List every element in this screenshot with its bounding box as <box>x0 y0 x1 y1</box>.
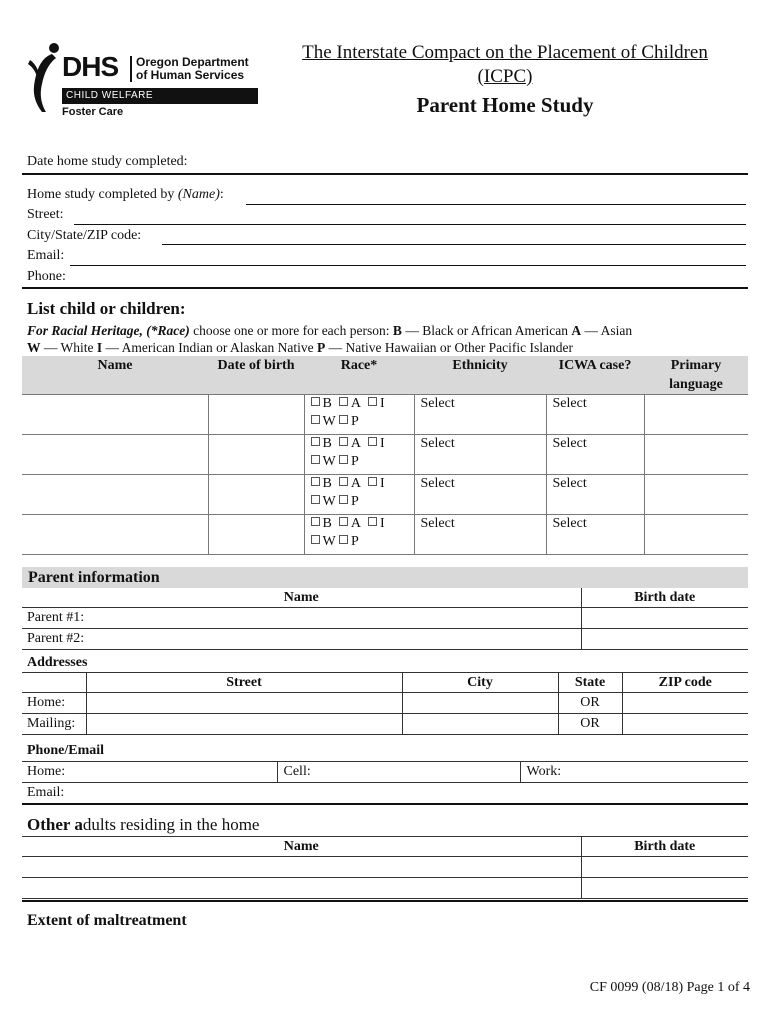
icwa-select[interactable]: Select <box>546 435 644 475</box>
checkbox[interactable] <box>339 415 348 424</box>
child-dob-cell[interactable] <box>208 515 304 555</box>
adult-birth-cell[interactable] <box>581 857 748 878</box>
cell-phone-field[interactable]: Cell: <box>277 762 520 783</box>
col-language-header: Primary language <box>644 356 748 395</box>
address-state-header: State <box>558 673 622 693</box>
race-option-label: I <box>379 476 385 491</box>
race-code-w: W <box>27 340 41 355</box>
race-option-label: P <box>350 454 359 469</box>
race-instructions <box>27 322 747 356</box>
street-field[interactable] <box>74 224 746 225</box>
parent-table <box>22 588 748 650</box>
race-option-label: I <box>379 396 385 411</box>
mailing-zip-cell[interactable] <box>622 714 748 735</box>
checkbox[interactable] <box>311 415 320 424</box>
checkbox[interactable] <box>311 455 320 464</box>
phone-email-heading: Phone/Email <box>27 743 105 758</box>
other-adults-heading <box>27 815 259 835</box>
maltreatment-heading: Extent of maltreatment <box>27 912 187 929</box>
home-city-cell[interactable] <box>402 693 558 714</box>
race-note-text: choose one or more for each person: <box>189 323 393 338</box>
race-option-label: A <box>350 436 361 451</box>
checkbox[interactable] <box>311 535 320 544</box>
title-line2: (ICPC) <box>477 66 533 87</box>
checkbox[interactable] <box>339 495 348 504</box>
children-table <box>22 356 748 555</box>
ethnicity-select[interactable]: Select <box>414 395 546 435</box>
parent-name-header: Name <box>22 588 581 608</box>
completed-by-label <box>27 187 224 203</box>
language-cell[interactable] <box>644 395 748 435</box>
race-desc-a: — Asian <box>581 323 633 338</box>
mailing-city-cell[interactable] <box>402 714 558 735</box>
checkbox[interactable] <box>311 517 320 526</box>
child-dob-cell[interactable] <box>208 435 304 475</box>
parent-birth-header: Birth date <box>581 588 748 608</box>
table-row <box>22 714 748 735</box>
table-row <box>22 783 748 804</box>
icwa-select[interactable]: Select <box>546 515 644 555</box>
table-row <box>22 515 748 555</box>
addresses-heading: Addresses <box>27 655 88 670</box>
completed-by-text: Home study completed by <box>27 187 178 202</box>
other-adults-header-row <box>22 837 748 857</box>
form-footer: CF 0099 (08/18) Page 1 of 4 <box>589 980 750 995</box>
race-desc-b: — Black or African American <box>401 323 572 338</box>
checkbox[interactable] <box>339 437 348 446</box>
home-street-cell[interactable] <box>86 693 402 714</box>
phone-label: Phone: <box>27 269 66 284</box>
home-phone-field[interactable]: Home: <box>22 762 277 783</box>
checkbox[interactable] <box>311 397 320 406</box>
city-state-zip-label: City/State/ZIP code: <box>27 228 142 243</box>
divider <box>22 173 748 175</box>
address-street-header: Street <box>86 673 402 693</box>
race-option-label: P <box>350 494 359 509</box>
race-option-label: W <box>322 494 336 509</box>
race-option-label: W <box>322 534 336 549</box>
icwa-select[interactable]: Select <box>546 395 644 435</box>
race-option-label: W <box>322 454 336 469</box>
adult-name-cell[interactable] <box>22 878 581 899</box>
ethnicity-select[interactable]: Select <box>414 475 546 515</box>
dhs-logo <box>28 42 258 122</box>
icwa-select[interactable]: Select <box>546 475 644 515</box>
logo-division: CHILD WELFARE <box>62 88 258 104</box>
race-option-label: A <box>350 516 361 531</box>
parent-header-row <box>22 588 748 608</box>
race-option-label: B <box>322 396 332 411</box>
home-state-cell[interactable]: OR <box>558 693 622 714</box>
checkbox[interactable] <box>339 477 348 486</box>
race-code-b: B <box>392 323 402 338</box>
other-adults-name-header: Name <box>22 837 581 857</box>
divider <box>22 900 748 902</box>
table-row <box>22 608 748 629</box>
parent-email-field[interactable]: Email: <box>22 783 748 804</box>
person-figure-icon <box>28 42 62 114</box>
race-code-a: A <box>571 323 582 338</box>
race-cell <box>304 395 414 435</box>
logo-org-line2: of Human Services <box>136 68 245 82</box>
children-heading: List child or children: <box>27 299 186 318</box>
adult-birth-cell[interactable] <box>581 878 748 899</box>
children-header-row <box>22 356 748 395</box>
completed-by-field[interactable] <box>246 204 746 205</box>
title-line1: The Interstate Compact on the Placement of Children <box>302 42 708 63</box>
checkbox[interactable] <box>368 397 377 406</box>
race-option-label: P <box>350 534 359 549</box>
language-cell[interactable] <box>644 475 748 515</box>
logo-program: Foster Care <box>62 106 124 118</box>
child-name-cell[interactable] <box>22 395 208 435</box>
mailing-street-cell[interactable] <box>86 714 402 735</box>
checkbox[interactable] <box>339 397 348 406</box>
parent2-birth-cell[interactable] <box>581 629 748 650</box>
race-desc-i: — American Indian or Alaskan Native <box>102 340 317 355</box>
other-adults-heading-rest: dults residing in the home <box>82 815 260 834</box>
logo-abbrev: DHS <box>62 51 119 82</box>
race-cell <box>304 475 414 515</box>
race-option-label: B <box>322 476 332 491</box>
phone-email-table <box>22 761 748 804</box>
child-name-cell[interactable] <box>22 475 208 515</box>
table-row <box>22 693 748 714</box>
other-adults-birth-header: Birth date <box>581 837 748 857</box>
table-row <box>22 857 748 878</box>
logo-divider <box>130 56 132 82</box>
home-zip-cell[interactable] <box>622 693 748 714</box>
logo-org-name <box>136 56 249 82</box>
mailing-state-cell[interactable]: OR <box>558 714 622 735</box>
child-dob-cell[interactable] <box>208 475 304 515</box>
title-main: Parent Home Study <box>416 93 594 117</box>
col-icwa-header: ICWA case? <box>546 356 644 395</box>
date-completed-label: Date home study completed: <box>27 154 188 169</box>
other-adults-table <box>22 836 748 899</box>
home-address-label: Home: <box>22 693 86 714</box>
table-row <box>22 878 748 899</box>
address-header-row <box>22 673 748 693</box>
checkbox[interactable] <box>311 477 320 486</box>
divider <box>22 803 748 805</box>
table-row <box>22 475 748 515</box>
race-cell <box>304 435 414 475</box>
col-ethnicity-header: Ethnicity <box>414 356 546 395</box>
race-note-italic: For Racial Heritage, (*Race) <box>27 323 190 338</box>
addresses-table <box>22 672 748 735</box>
race-option-label: B <box>322 436 332 451</box>
adult-name-cell[interactable] <box>22 857 581 878</box>
checkbox[interactable] <box>339 535 348 544</box>
logo-org-line1: Oregon Department <box>136 55 249 69</box>
race-code-i: I <box>96 340 103 355</box>
work-phone-field[interactable]: Work: <box>520 762 748 783</box>
race-desc-w: — White <box>40 340 97 355</box>
race-option-label: W <box>322 414 336 429</box>
parent-info-heading: Parent information <box>22 567 748 588</box>
child-dob-cell[interactable] <box>208 395 304 435</box>
completed-by-colon: : <box>219 187 224 202</box>
form-title <box>270 41 740 117</box>
language-cell[interactable] <box>644 515 748 555</box>
table-row <box>22 629 748 650</box>
address-city-header: City <box>402 673 558 693</box>
race-cell <box>304 515 414 555</box>
ethnicity-select[interactable]: Select <box>414 515 546 555</box>
ethnicity-select[interactable]: Select <box>414 435 546 475</box>
language-cell[interactable] <box>644 435 748 475</box>
address-blank-header <box>22 673 86 693</box>
race-option-label: A <box>350 396 361 411</box>
race-option-label: B <box>322 516 332 531</box>
col-dob-header: Date of birth <box>208 356 304 395</box>
city-state-zip-field[interactable] <box>162 244 746 245</box>
checkbox[interactable] <box>368 517 377 526</box>
email-field[interactable] <box>70 265 746 266</box>
race-option-label: A <box>350 476 361 491</box>
table-row <box>22 435 748 475</box>
email-label: Email: <box>27 248 65 263</box>
street-label: Street: <box>27 207 64 222</box>
race-code-p: P <box>316 340 326 355</box>
child-name-cell[interactable] <box>22 435 208 475</box>
col-race-header: Race* <box>304 356 414 395</box>
child-name-cell[interactable] <box>22 515 208 555</box>
mailing-address-label: Mailing: <box>22 714 86 735</box>
address-zip-header: ZIP code <box>622 673 748 693</box>
col-name-header: Name <box>22 356 208 395</box>
checkbox[interactable] <box>368 477 377 486</box>
checkbox[interactable] <box>339 517 348 526</box>
race-option-label: I <box>379 436 385 451</box>
race-option-label: I <box>379 516 385 531</box>
parent1-label: Parent #1: <box>22 608 581 629</box>
completed-by-name-hint: (Name) <box>177 187 220 202</box>
race-desc-p: — Native Hawaiian or Other Pacific Islander <box>325 340 573 355</box>
divider <box>22 287 748 289</box>
checkbox[interactable] <box>311 437 320 446</box>
checkbox[interactable] <box>311 495 320 504</box>
table-row <box>22 395 748 435</box>
checkbox[interactable] <box>368 437 377 446</box>
table-row <box>22 762 748 783</box>
parent1-birth-cell[interactable] <box>581 608 748 629</box>
other-adults-heading-bold: Other a <box>27 815 83 834</box>
checkbox[interactable] <box>339 455 348 464</box>
race-option-label: P <box>350 414 359 429</box>
parent2-label: Parent #2: <box>22 629 581 650</box>
